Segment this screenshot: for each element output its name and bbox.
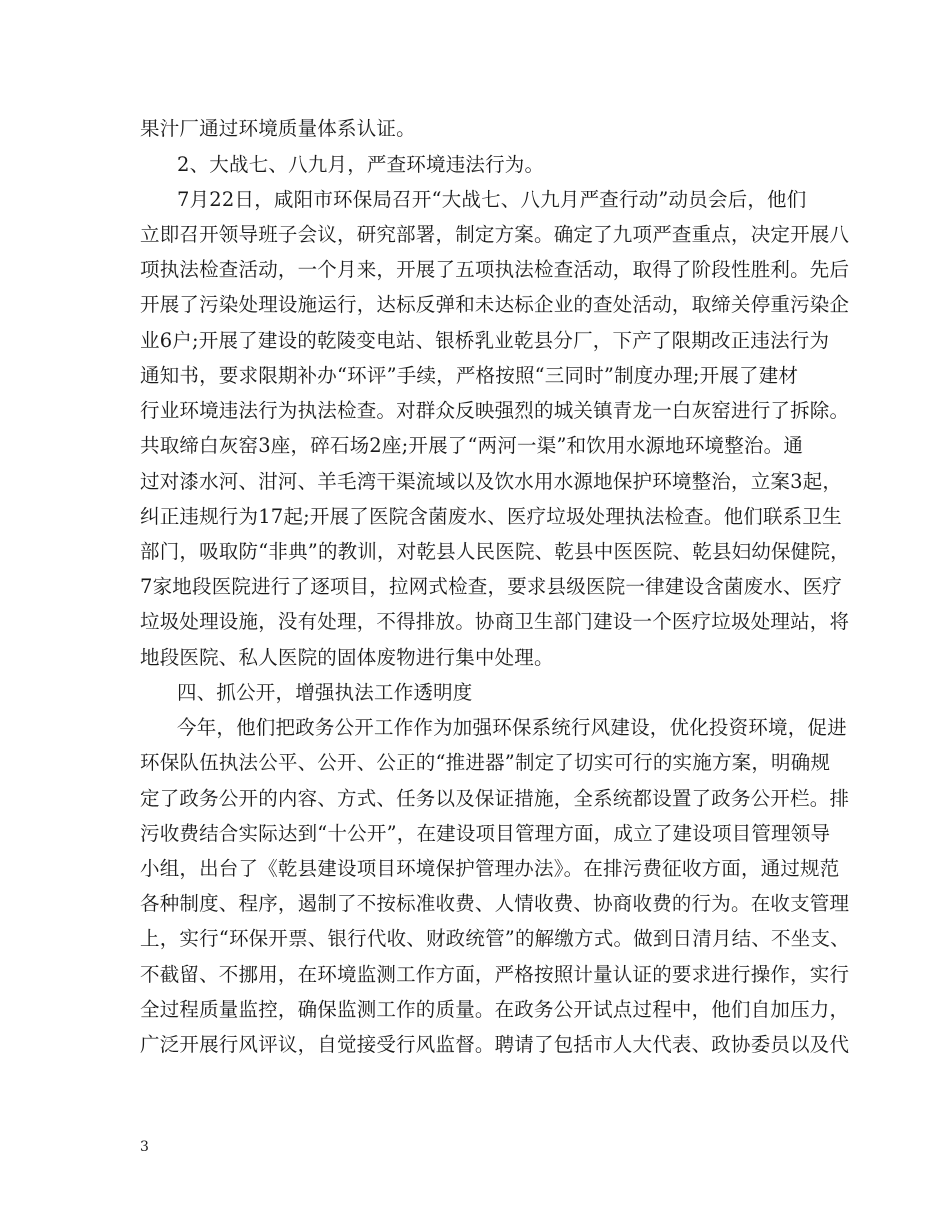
text-line: 上，实行“环保开票、银行代收、财政统管”的解缴方式。做到日清月结、不坐支、 [140,927,850,950]
text-line: 地段医院、私人医院的固体废物进行集中处理。 [140,646,554,669]
text-line: 果汁厂通过环境质量体系认证。 [140,117,416,140]
text-line: 不截留、不挪用，在环境监测工作方面，严格按照计量认证的要求进行操作，实行 [140,963,850,986]
text-line: 环保队伍执法公平、公开、公正的“推进器”制定了切实可行的实施方案，明确规 [140,751,831,774]
text-line: 全过程质量监控，确保监测工作的质量。在政务公开试点过程中，他们自加压力， [140,998,850,1021]
text-line: 污收费结合实际达到“十公开”，在建设项目管理方面，成立了建设项目管理领导 [140,822,831,845]
text-line: 立即召开领导班子会议，研究部署，制定方案。确定了九项严查重点，决定开展八 [140,223,850,246]
page-number: 3 [140,1139,149,1155]
text-line: 小组，出台了《乾县建设项目环境保护管理办法》。在排污费征收方面，通过规范 [140,857,840,880]
text-line: 过对漆水河、泔河、羊毛湾干渠流域以及饮水用水源地保护环境整治，立案3起， [140,470,843,493]
text-line: 垃圾处理设施，没有处理，不得排放。协商卫生部门建设一个医疗垃圾处理站，将 [140,610,850,633]
text-line: 各种制度、程序，遏制了不按标准收费、人情收费、协商收费的行为。在收支管理 [140,892,850,915]
text-line: 开展了污染处理设施运行，达标反弹和未达标企业的查处活动，取缔关停重污染企 [140,293,850,316]
text-line: 广泛开展行风评议，自觉接受行风监督。聘请了包括市人大代表、政协委员以及代 [140,1033,850,1056]
text-line: 纠正违规行为17起;开展了医院含菌废水、医疗垃圾处理执法检查。他们联系卫生 [140,505,842,528]
section-heading: 四、抓公开，增强执法工作透明度 [177,681,473,704]
text-line: 项执法检查活动，一个月来，开展了五项执法检查活动，取得了阶段性胜利。先后 [140,258,850,281]
text-line: 行业环境违法行为执法检查。对群众反映强烈的城关镇青龙一白灰窑进行了拆除。 [140,399,850,422]
text-line: 7月22日，咸阳市环保局召开“大战七、八九月严查行动”动员会后，他们 [177,188,807,211]
text-line: 定了政务公开的内容、方式、任务以及保证措施，全系统都设置了政务公开栏。排 [140,787,850,810]
section-heading: 2、大战七、八九月，严查环境违法行为。 [177,153,545,176]
text-line: 共取缔白灰窑3座，碎石场2座;开展了“两河一渠”和饮用水源地环境整治。通 [140,434,804,457]
text-line: 7家地段医院进行了逐项目，拉网式检查，要求县级医院一律建设含菌废水、医疗 [140,575,843,598]
text-line: 业6户;开展了建设的乾陵变电站、银桥乳业乾县分厂，下产了限期改正违法行为 [140,329,830,352]
text-line: 部门，吸取防“非典”的教训，对乾县人民医院、乾县中医医院、乾县妇幼保健院， [140,540,850,563]
text-line: 通知书，要求限期补办“环评”手续，严格按照“三同时”制度办理;开展了建材 [140,364,799,387]
text-line: 今年，他们把政务公开工作作为加强环保系统行风建设，优化投资环境，促进 [177,716,847,739]
